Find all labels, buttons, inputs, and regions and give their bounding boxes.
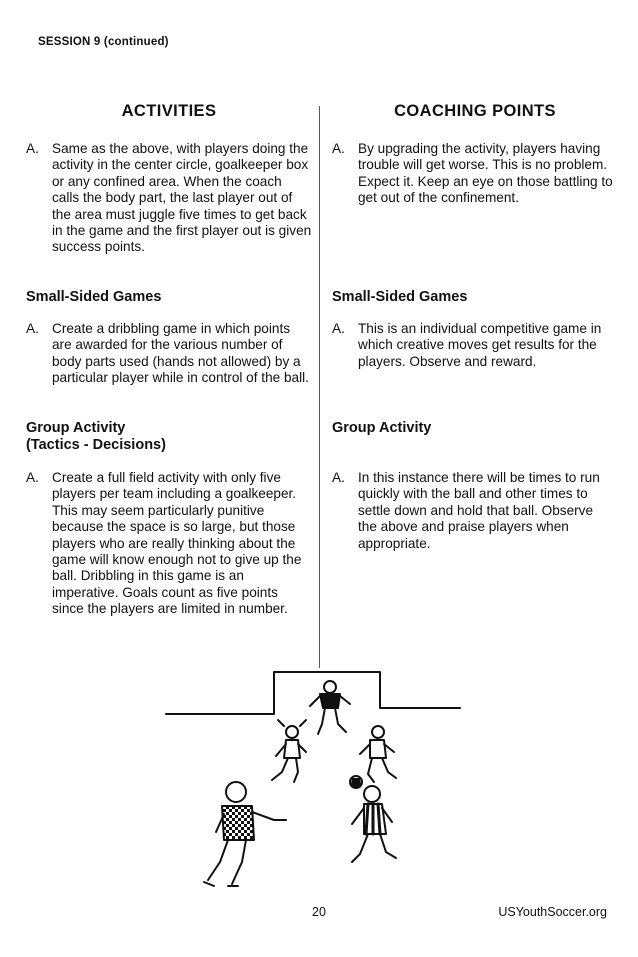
item-text: This is an individual competitive game in which creative moves get results for the players. Observe and reward. [358,321,602,369]
session-header: SESSION 9 (continued) [38,36,169,48]
activities-title: ACTIVITIES [121,102,217,120]
website-url: USYouthSoccer.org [498,905,607,919]
coaching-item-a3 [332,470,614,552]
item-letter: A. [26,321,39,336]
group-activity-heading-left [26,420,166,454]
item-letter: A. [26,470,39,485]
player-figure-right [360,726,396,782]
coaching-item-a2 [332,321,614,370]
item-letter: A. [332,141,345,156]
group-activity-line2: (Tactics - Decisions) [26,437,166,453]
item-text: Same as the above, with players doing the activity in the center circle, goalkeeper box or any confined area. When the coach calls the body part, the last player out of the area must juggle five times to get back in the game and the first player out is given success points. [52,141,312,255]
small-sided-games-heading-left: Small-Sided Games [26,289,162,305]
item-letter: A. [332,321,345,336]
item-letter: A. [26,141,39,156]
activity-item-a1 [26,141,312,256]
item-letter: A. [332,470,345,485]
small-sided-games-heading-right: Small-Sided Games [332,289,468,305]
page-number: 20 [312,905,326,919]
activity-item-a3 [26,470,312,618]
soccer-ball [350,776,362,788]
item-text: By upgrading the activity, players having trouble will get worse. This is no problem. Expect it. Keep an eye on those battling to get out of the confinement. [358,141,613,206]
coaching-points-column [332,102,618,141]
player-figure-left-girl [272,720,306,782]
goalkeeper-figure [310,681,350,734]
item-text: Create a full field activity with only five players per team including a goalkeeper. This may seem particularly punitive because the space is so large, but those players who are really thinking about the game will know enough not to give up the ball. Dribbling in this game is an imperative. Goals count as five points since the players are limited in number. [52,470,302,617]
item-text: In this instance there will be times to run quickly with the ball and other times to settle down and hold that ball. Observe the above and praise players when appropriate. [358,470,600,551]
coaching-item-a1 [332,141,614,207]
item-text: Create a dribbling game in which points are awarded for the various number of body parts used (hands not allowed) by a particular player while in control of the ball. [52,321,309,386]
soccer-players-illustration [160,662,470,897]
group-activity-line1: Group Activity [26,420,126,436]
player-figure-striped [352,786,396,862]
goal-box-lines [166,672,460,714]
group-activity-heading-right: Group Activity [332,420,432,436]
column-divider [319,106,320,668]
player-figure-checkered [204,782,286,886]
activity-item-a2 [26,321,312,387]
coaching-points-title: COACHING POINTS [394,102,556,120]
activities-column [26,102,312,141]
